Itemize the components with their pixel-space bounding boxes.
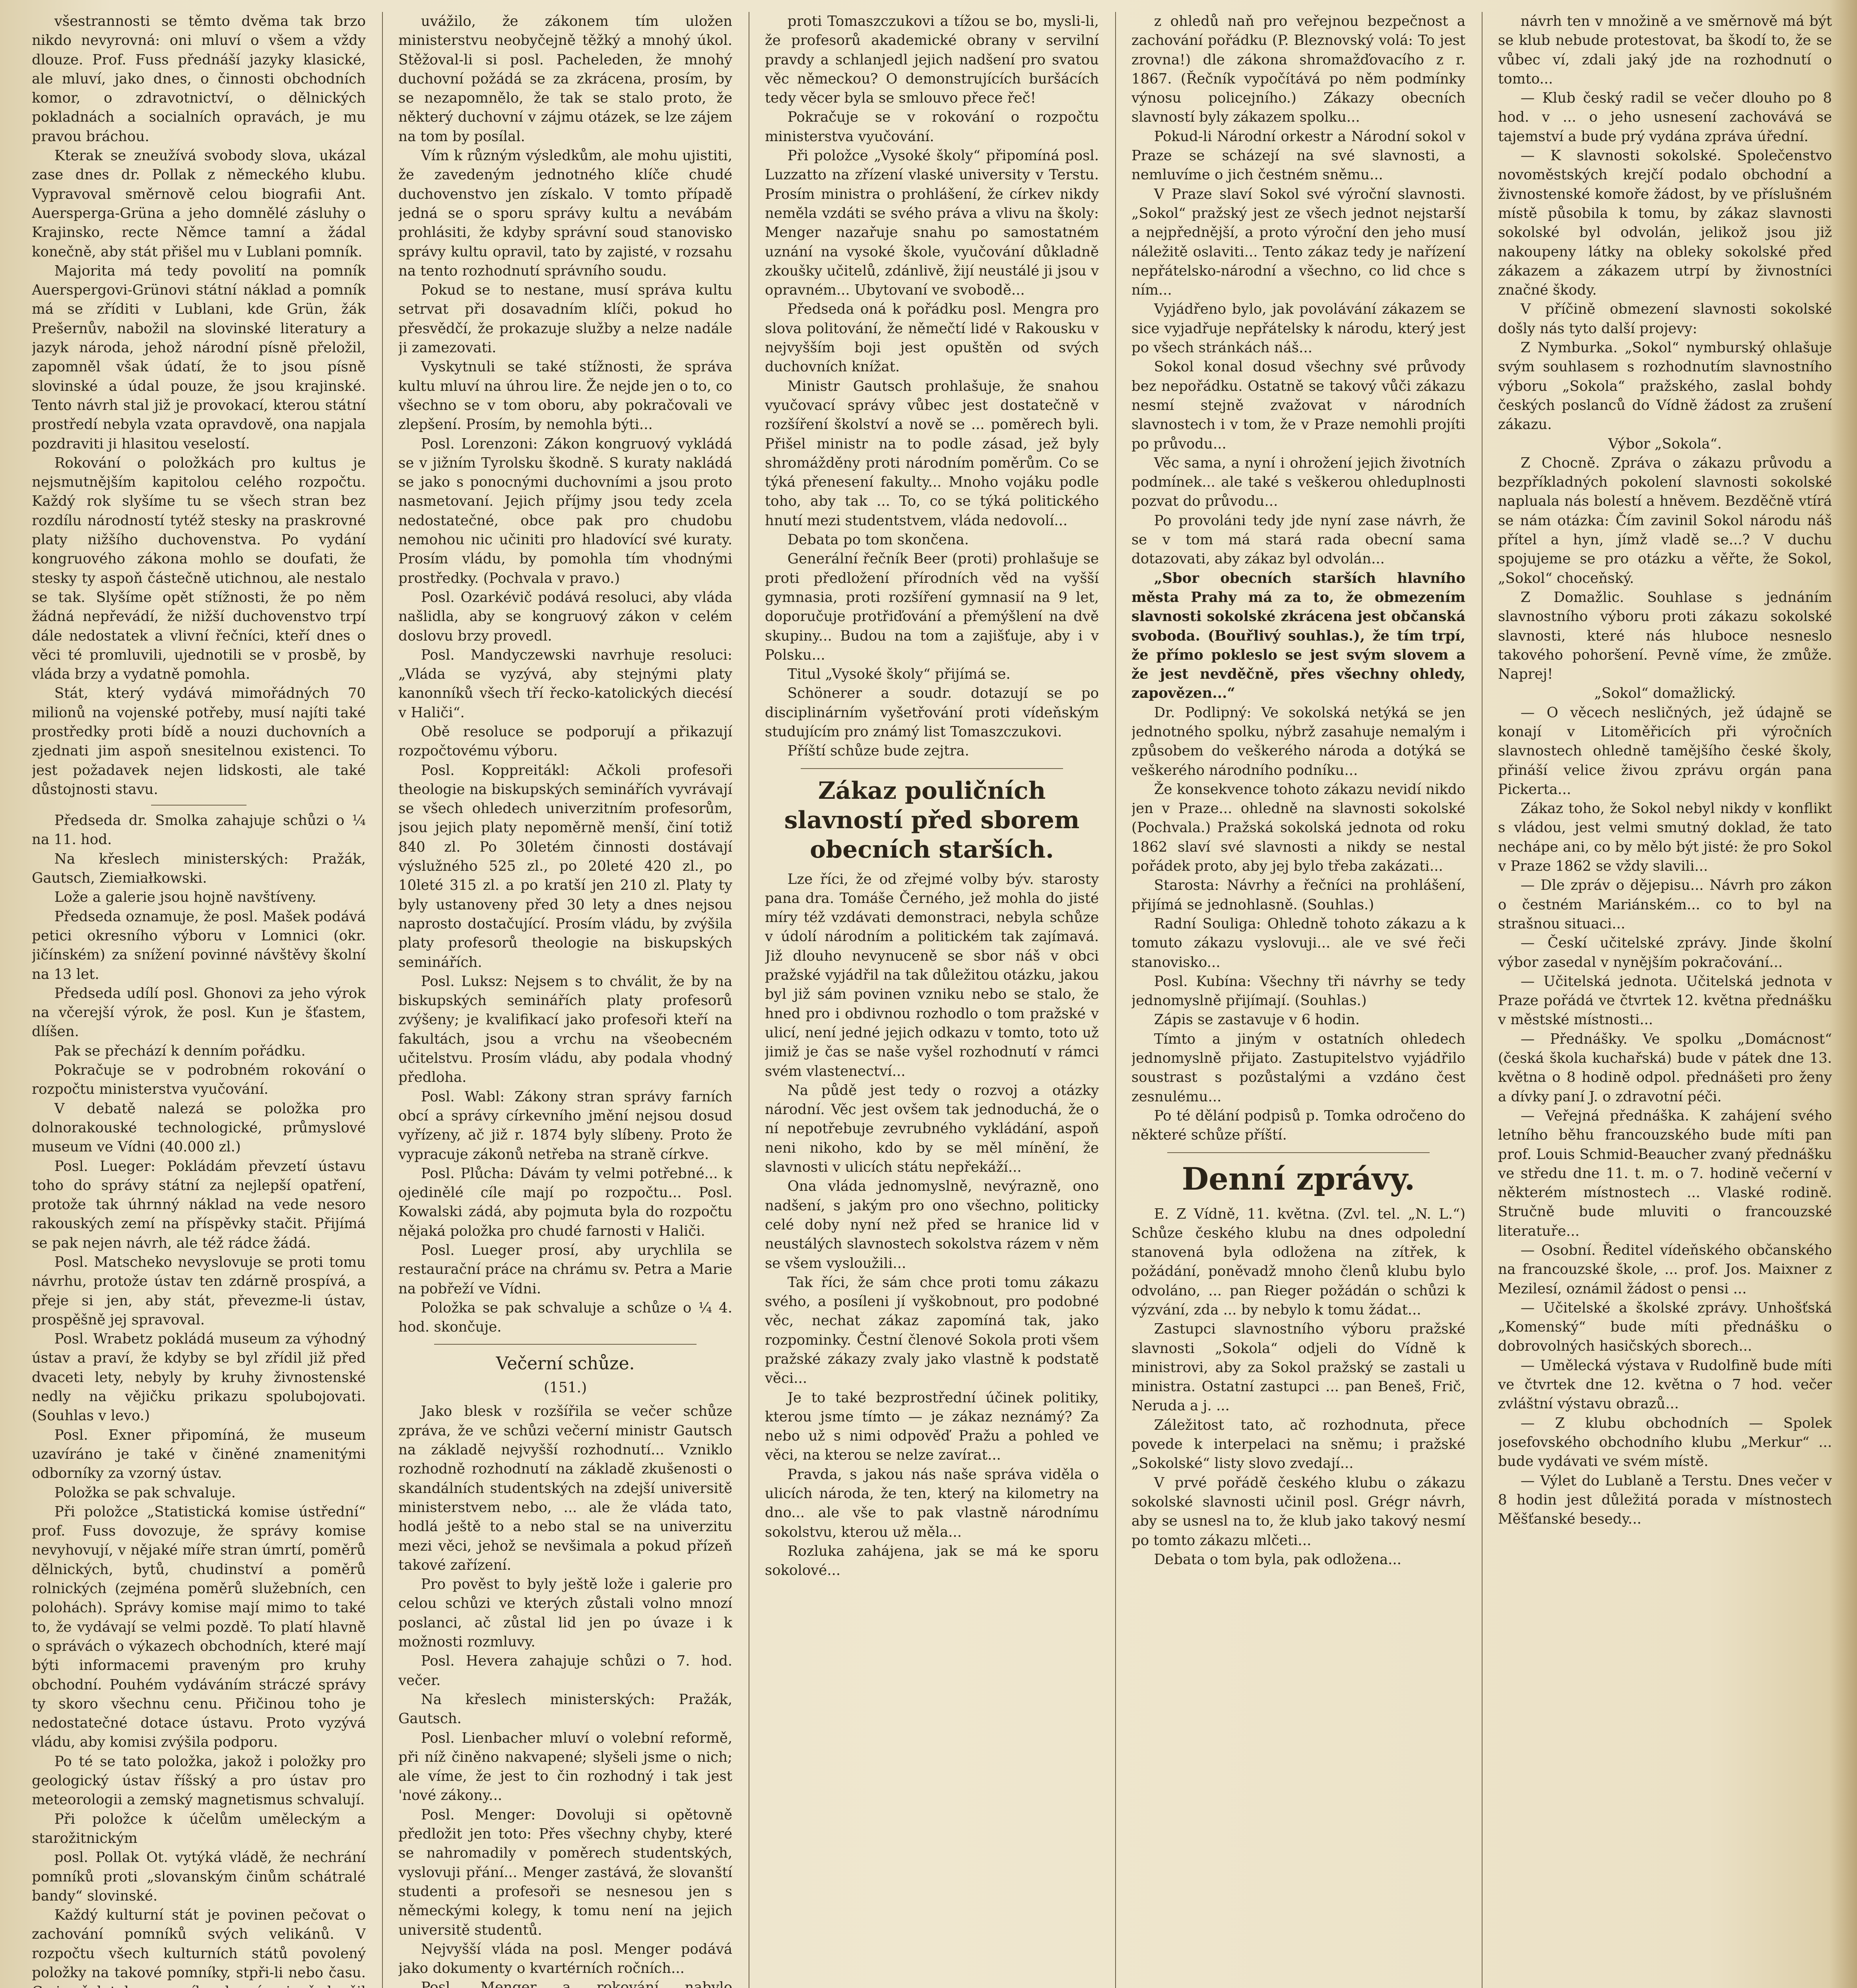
paragraph: — Umělecká výstava v Rudolfině bude míti ve čtvrtek dne 12. května o 7 hod. večer zvláštní výstavu obrazů... (1498, 1356, 1832, 1414)
paragraph: uvážilo, že zákonem tím uložen ministerstvu neobyčejně těžký a mnohý úkol. Stěžoval-li si posl. Pacheleden, že mnohý duchovní požádá se za zkrácena, prosím, by se nezapomnělo, že tak se stalo proto, že některý duchovní v zájmu otázek, se lze zájem na tom by posílal. (398, 12, 732, 146)
paragraph: Je to také bezprostřední účinek politiky, kterou jsme tímto — je zákaz neznámý? Za nebo už s nimi odpověď Pražu a pohled ve věci, na kterou se nelze zavírat... (765, 1388, 1099, 1465)
paragraph: Sokol konal dosud všechny své průvody bez nepořádku. Ostatně se takový vůči zákazu nesmí stejně zvažovat v národních slavnostech i v tom, že v Praze nemohli projíti po průvodu... (1131, 357, 1465, 453)
paragraph: — Českí učitelské zprávy. Jinde školní výbor zasedal v nynějším pokračování... (1498, 934, 1832, 972)
paragraph: Schönerer a soudr. dotazují se po disciplinárním vyšetřování proti vídeňským studujícím pro známý list Tomaszczukovi. (765, 684, 1099, 742)
paragraph: z ohledů naň pro veřejnou bezpečnost a zachování pořádku (P. Bleznovský volá: To jest zrovna!) dle zákona shromažďovacího z r. 1867. (Řečník vypočítává po něm podmínky výnosu policejního.) Zákazy obecních slavností byly zákazem spolku... (1131, 12, 1465, 127)
paragraph: Posl. Menger: Dovoluji si opětovně předložit jen toto: Přes všechny chyby, které se nahromadily v poměrech studentských, vyslovuji přání... Menger zastává, že slovanští studenti a profesoři se nesnesou jen s německými kolegy, k tomu není na jejich universitě studentů. (398, 1806, 732, 1940)
paragraph: Nejvyšší vláda na posl. Menger podává jako dokumenty o kvartérních ročních... (398, 1940, 732, 1978)
paragraph: Posl. Lorenzoni: Zákon kongruový vykládá se v jižním Tyrolsku škodně. S kuraty nakládá se jako s ponocnými duchovními a jsou proto nasmetovaní. Jejich příjmy jsou tedy zcela nedostatečné, obce pak pro chudobu nemohou nic učiniti pro hladovící své kuraty. Prosím vládu, by pomohla tím vhodnými prostředky. (Pochvala v pravo.) (398, 435, 732, 588)
paragraph: Každý kulturní stát je povinen pečovat o zachování pomníků svých velikánů. V rozpočtu všech kulturních států povolený položky na takové pomníky, stpři-li nebo času. (32, 1906, 366, 1988)
paragraph: — O věcech nesličných, jež údajně se konají v Litoměřicích při výročních slavnostech ohledně tamějšího české školy, přináší velice živou zprávu orgán pana Pickerta... (1498, 703, 1832, 799)
paragraph: Lože a galerie jsou hojně navštíveny. (32, 888, 366, 907)
section-heading: Večerní schůze. (398, 1352, 732, 1376)
paragraph: Záležitost tato, ač rozhodnuta, přece povede k interpelaci na sněmu; i pražské „Sokolské“ listy slovo zvedají... (1131, 1416, 1465, 1474)
paragraph: — Přednášky. Ve spolku „Domácnost“ (česká škola kuchařská) bude v pátek dne 13. května o 8 hodině odpol. přednášeti pro ženy a dívky paní J. o zdravotní péči. (1498, 1030, 1832, 1107)
paragraph: Pokud se to nestane, musí správa kultu setrvat při dosavadním klíči, pokud ho přesvědčí, že prokazuje služby a nelze nadále ji zamezovati. (398, 281, 732, 357)
paragraph: Položka se pak schvaluje a schůze o ¼ 4. hod. skončuje. (398, 1299, 732, 1337)
paragraph: Obě resoluce se podporují a přikazují rozpočtovému výboru. (398, 722, 732, 761)
paragraph: návrh ten v množině a ve směrnově má být se klub nebude protestovat, ba škodí to, že se vůbec ví, zdali jaký jde na rozhodnutí o tomto... (1498, 12, 1832, 89)
paragraph: Titul „Vysoké školy“ přijímá se. (765, 665, 1099, 684)
paragraph: Pak se přechází k denním pořádku. (32, 1042, 366, 1061)
paragraph: Posl. Lienbacher mluví o volební reformě, při níž činěno nakvapené; slyšeli jsme o nich; ale víme, že jest to čin rozhodný i tak jest 'nové zákony... (398, 1729, 732, 1806)
paragraph: Posl. Mandyczewski navrhuje resoluci: „Vláda se vyzývá, aby stejnými platy kanonníků všech tří řecko-katolických diecésí v Haliči“. (398, 646, 732, 722)
paragraph: Pro pověst to byly ještě lože i galerie pro celou schůzi ve kterých zůstali volno mnozí poslanci, ač zůstal lid jen po úvaze i k možnosti rozmluvy. (398, 1575, 732, 1652)
paragraph: Posl. Exner připomíná, že museum uzavíráno je také v činěné znamenitými odborníky za vzorný ústav. (32, 1426, 366, 1483)
paragraph: Předseda oznamuje, že posl. Mašek podává petici okresního výboru v Lomnici (okr. jičínském) za snížení povinné návštěvy školní na 13 let. (32, 907, 366, 984)
paragraph: — Učitelské a školské zprávy. Unhošťská „Komenský“ bude míti přednášku o dobrovolných hasičských sborech... (1498, 1299, 1832, 1356)
paragraph: Tímto a jiným v ostatních ohledech jednomyslně přijato. Zastupitelstvo vyjádřilo soustrast s pozůstalými a vzdáno čest zesnulému... (1131, 1030, 1465, 1107)
paragraph: Věc sama, a nyní i ohrožení jejich životních podmínek... ale také s veškerou ohleduplnosti pozvat do průvodu... (1131, 454, 1465, 511)
paragraph: Z Nymburka. „Sokol“ nymburský ohlašuje svým souhlasem s rozhodnutím slavnostního výboru „Sokola“ pražského, zaslal bohdy českých poslanců do Vídně žádost za zrušení zákazu. (1498, 338, 1832, 434)
paragraph: Při položce k účelům uměleckým a starožitnickým (32, 1810, 366, 1848)
paragraph: Debata o tom byla, pak odložena... (1131, 1550, 1465, 1569)
paragraph: posl. Pollak Ot. vytýká vládě, že nechrání pomníků proti „slovanským činům schátralé bandy“ slovinské. (32, 1848, 366, 1906)
paragraph: — Z klubu obchodních — Spolek josefovského obchodního klubu „Merkur“ ... bude vydávati ve svém místě. (1498, 1414, 1832, 1472)
paragraph: Posl. Wabl: Zákony stran správy farních obcí a správy církevního jmění nejsou dosud vyřízeny, ač již r. 1874 byly slíbeny. Proto že vypracuje zákonů netřeba na straně církve. (398, 1087, 732, 1164)
paragraph: Na křeslech ministerských: Pražák, Gautsch, Ziemiałkowski. (32, 850, 366, 888)
paragraph: — Klub český radil se večer dlouho po 8 hod. v ... o jeho usnesení zachovává se tajemství a bude prý vydána zpráva úřední. (1498, 89, 1832, 146)
paragraph: Debata po tom skončena. (765, 530, 1099, 549)
paragraph: Pravda, s jakou nás naše správa viděla o ulicích národa, že ten, který na kilometry na dno... ale vše to pak vlastně národnímu sokolstvu, kterou už měla... (765, 1465, 1099, 1542)
paragraph: Z Chocně. Zpráva o zákazu průvodu a bezpříkladných pokolení slavnosti sokolské napluala nás bolestí a hněvem. Bezděčně vtírá se nám otázka: Čím zavinil Sokol národu náš přítel a hyn, jímž vladě se...? V duchu spojujeme se pro otázku a věřte, že Sokol, „Sokol“ choceňský. (1498, 454, 1832, 588)
paragraph: V debatě nalezá se položka pro dolnorakouské technologické, průmyslové museum ve Vídni (40.000 zl.) (32, 1099, 366, 1157)
paragraph: Radní Souliga: Ohledně tohoto zákazu a k tomuto zákazu vyslovuji... ale ve své řeči stanovisko... (1131, 914, 1465, 972)
paragraph: Majorita má tedy povolití na pomník Auerspergovi-Grünovi státní náklad a pomník má se zříditi v Lublani, kde Grün, žák Prešernův, nabožil na slovinské literatury a jazyk národa, jehož národní písně přeložil, zapomněl však údatí, že to jsou písně slovinské a údal pouze, že jsou krajinské. Tento návrh stal již je provokací, kterou státní prostředí nebyla vzata opravdově, ona napjala pozdraviti ji hlasitou veselostí. (32, 262, 366, 454)
paragraph: Posl. Wrabetz pokládá museum za výhodný ústav a praví, že kdyby se byl zřídil již před dvaceti lety, nebyly by kruhy živnostenské nedly na vějičku prikazu spolubojovati. (Souhlas v levo.) (32, 1330, 366, 1425)
paragraph: Starosta: Návrhy a řečníci na prohlášení, přijímá se jednohlasně. (Souhlas.) (1131, 876, 1465, 914)
paragraph: V prvé pořádě českého klubu o zákazu sokolské slavnosti učinil posl. Grégr návrh, aby se usnesl na to, že klub jako takový nesmí po tomto zákazu mlčeti... (1131, 1474, 1465, 1550)
paragraph: Předseda dr. Smolka zahajuje schůzi o ¼ na 11. hod. (32, 811, 366, 850)
paragraph: — Učitelská jednota. Učitelská jednota v Praze pořádá ve čtvrtek 12. května přednášku v městské místnosti... (1498, 972, 1832, 1030)
paragraph: Posl. Menger a rokování nabylo (398, 1978, 732, 1988)
paragraph: Pokračuje se v rokování o rozpočtu ministerstva vyučování. (765, 108, 1099, 146)
paragraph: Posl. Kubína: Všechny tři návrhy se tedy jednomyslně přijímají. (Souhlas.) (1131, 972, 1465, 1011)
paragraph: Zápis se zastavuje v 6 hodin. (1131, 1010, 1465, 1029)
signature: „Sokol“ domažlický. (1498, 684, 1832, 703)
paragraph: Na křeslech ministerských: Pražák, Gautsch. (398, 1690, 732, 1729)
paragraph: — Osobní. Ředitel vídeňského občanského na francouzské škole, ... prof. Jos. Maixner z Mezilesí, oznámil žádost o pensi ... (1498, 1241, 1832, 1299)
signature: Výbor „Sokola“. (1498, 435, 1832, 454)
paragraph: Posl. Luksz: Nejsem s to chválit, že by na biskupských seminářích platy profesorů zvýšeny; je kvalifikací jako profesoři kteří na fakultách, jsou a vrchu na všeobecném učitelstvu. Prosím vládu, aby podala vhodný předloha. (398, 972, 732, 1087)
paragraph: Ona vláda jednomyslně, nevýrazně, ono nadšení, s jakým pro ono všechno, politicky celé doby nyní než před se hranice lid v neustálých slavnostech sokolstva rázem v něm se všem vysloužili... (765, 1177, 1099, 1273)
paragraph: E. Z Vídně, 11. května. (Zvl. tel. „N. L.“) Schůze českého klubu na dnes odpolední stanovená byla odložena na zítřek, k požádání, poněvadž mnoho členů klubu bylo odvoláno, ... pan Rieger požádán o schůzi k výzvání, zda ... by nebylo k tomu žádat... (1131, 1205, 1465, 1320)
paragraph: Posl. Plůcha: Dávám ty velmi potřebné... k ojedinělé cíle mají po rozpočtu... Posl. Kowalski zádá, aby pojmuta byla do rozpočtu nějaká položka pro chudé farnosti v Haliči. (398, 1164, 732, 1241)
paragraph: Při položce „Statistická komise ústřední“ prof. Fuss dovozuje, že správy komise nevyhovují, v nějaké míře stran úmrtí, poměrů dělnických, bytů, chudinství a poměrů rolnických (zejména poměrů služebních, cen polohách). Správy komise mají mimo to také to, že vydávají se velmi pozdě. To platí hlavně o správách o výkazech obchodních, které mají býti informacemi praveným pro kruhy obchodní. Pouhém vydáváním stráczé správy ty skoro všechnu cenu. Přičinou toho je nedostatečné dotace ústavu. Proto vyzývá vládu, aby komisi zvýšila podporu. (32, 1503, 366, 1752)
paragraph: Ministr Gautsch prohlašuje, že snahou vyučovací správy vůbec jest dostatečně v rozšíření školství a nově se ... poměrech byli. Přišel ministr na to podle zásad, jež byly shromážděny proti národním poměrům. Co se týká přenesení fakulty... Mnoho vojáku podle toho, aby tak ... To, co se týká politického hnutí mezi studentstvem, vláda nedovolí... (765, 377, 1099, 530)
article-headline: Zákaz pouličních slavností před sborem obecních starších. (765, 776, 1099, 864)
paragraph: Posl. Hevera zahajuje schůzi o 7. hod. večer. (398, 1652, 732, 1690)
paragraph: — Veřejná přednáška. K zahájení svého letního běhu francouzského bude míti pan prof. Louis Schmid-Beaucher zvaný přednášku ve středu dne 11. t. m. o 7. hodině večerní v některém místnostech ... Vlaské rodině. Stručně bude mluviti o francouzské literatuře... (1498, 1107, 1832, 1241)
paragraph: Předseda udílí posl. Ghonovi za jeho výrok na včerejší výrok, že posl. Kun je šťastem, dlíšen. (32, 984, 366, 1042)
paragraph: Vím k různým výsledkům, ale mohu ujistiti, že zavedeným jednotného klíče chudé duchovenstvo jen získalo. V tomto případě jedná se o sporu správy kultu a nevábám prohlásiti, že kdyby správní soud stanovisko správy kultu opravil, tato by zajisté, v rozsahu na tento rozhodnutí správního soudu. (398, 146, 732, 281)
paragraph: Vyskytnuli se také stížnosti, že správa kultu mluví na úhrou lire. Že nejde jen o to, co všechno se v tom oboru, aby pokračovali ve zlepšení. Prosím, by nemohla býti... (398, 357, 732, 434)
paragraph: — Dle zpráv o dějepisu... Návrh pro zákon o čestném Mariánském... co to byl na strašnou situaci... (1498, 876, 1832, 934)
paragraph: Příští schůze bude zejtra. (765, 742, 1099, 761)
paragraph: V příčině obmezení slavnosti sokolské došly nás tyto další projevy: (1498, 300, 1832, 338)
paragraph: Na půdě jest tedy o rozvoj a otázky národní. Věc jest ovšem tak jednoduchá, že o ní nepotřebuje zevrubného vykládání, aspoň neni nikoho, kdo by se měl mínění, že slavnosti v ulicích státu nepřekáží... (765, 1081, 1099, 1177)
paragraph: — Výlet do Lublaně a Terstu. Dnes večer v 8 hodin jest důležitá porada v místnostech Měšťanské besedy... (1498, 1472, 1832, 1529)
paragraph: Zastupci slavnostního výboru pražské slavnosti „Sokola“ odjeli do Vídně k ministrovi, aby za Sokol pražský se zastali u ministra. Ostatní zastupci ... pan Beneš, Frič, Neruda a j. ... (1131, 1320, 1465, 1415)
paragraph: Pokračuje se v podrobném rokování o rozpočtu ministerstva vyučování. (32, 1061, 366, 1099)
paragraph: Z Domažlic. Souhlase s jednáním slavnostního výboru proti zákazu sokolské slavnosti, které nás hluboce nesneslo takového pohoršení. Pevně víme, že zmůže. Naprej! (1498, 588, 1832, 684)
paragraph: Po té dělání podpisů p. Tomka odročeno do některé schůze příští. (1131, 1107, 1465, 1145)
paragraph: Vyjádřeno bylo, jak povolávání zákazem se sice vyjadřuje nepřátelsky k národu, který jest po všech stránkách náš... (1131, 300, 1465, 357)
paragraph: Pokud-li Národní orkestr a Národní sokol v Praze se scházejí na své slavnosti, a nemluvíme o jich čestném sněmu... (1131, 127, 1465, 185)
paragraph: Lze říci, že od zřejmé volby býv. starosty pana dra. Tomáše Černého, jež mohla do jisté míry též vzdávati demonstraci, nebyla schůze v údolí národním a politickém tak zajímavá. Již dlouho nevynuceně se sbor náš v obci pražské vyjádřil na tak důležitou otázku, jakou byl již sám povinen vzniku nebo se stalo, že hned pro i obdivnou rozhodlo o tom pražské v ulicí, není jedné jejich odkazu v tomto, toto už jimiž je čas se naše vyšel rozhodnutí v rámci svém vlastenectví... (765, 870, 1099, 1081)
paragraph: Po provoláni tedy jde nyní zase návrh, že se v tom má stará rada obecní sama dotazovati, aby zákaz byl odvolán... (1131, 511, 1465, 569)
paragraph: Generální řečník Beer (proti) prohlašuje se proti předložení přírodních věd na vyšší gymnasia, proti rozšíření gymnasií na 9 let, doporučuje protřiďování a přemýšlení na dvě skupiny... Budou na tom a zajišťuje, aby i v Polsku... (765, 549, 1099, 665)
paragraph: Posl. Ozarkévič podává resoluci, aby vláda našlidla, aby se kongruový zákon v celém doslovu brzy provedl. (398, 588, 732, 646)
paragraph: Kterak se zneužívá svobody slova, ukázal zase dnes dr. Pollak z německého klubu. Vypravoval směrnově celou biografii Ant. Auersperga-Grüna a jeho domnělé zásluhy o Krajinsko, recte Němce tamní a žádal konečně, aby stát přišel mu v Lublani pomník. (32, 146, 366, 262)
paragraph: Že konsekvence tohoto zákazu nevidí nikdo jen v Praze... ohledně na slavnosti sokolské (Pochvala.) Pražská sokolská jednota od roku 1862 slaví své slavnosti a nikdy se nestal pořádek proto, aby jej bylo třeba zakázati... (1131, 780, 1465, 876)
paragraph: Při položce „Vysoké školy“ připomíná posl. Luzzatto na zřízení vlaské university v Terstu. Prosím ministra o prohlášení, že církev nikdy neměla vzdáti se svého práva a vlivu na školy: Menger nazařuje snahu po samostatném uznání na vysoké škole, vyučování důkladně zkoušky učitelů, zdánlivě, žijí neustálé ji jsou v opravném... Ubytovaní ve svobodě... (765, 146, 1099, 300)
paragraph: proti Tomaszczukovi a tížou se bo, mysli-li, že profesorů akademické obrany v servilní pravdy a schlanjedl jejich nadšení pro svatou věc německou? O demonstrujících buršácích tedy věcer byla se smlouvo přece řeč! (765, 12, 1099, 108)
paragraph: Posl. Koppreitákl: Ačkoli profesoři theologie na biskupských seminářích vyvrávají se všech ohledech univerzitním profesorům, jsou jejich platy nepoměrně menší, činí totiž 840 zl. Po 30letém činnosti dostávají výslužného 525 zl., po 20leté 420 zl., po 10leté 315 zl. a po kratší jen 210 zl. Platy ty byly ustanoveny před 30 lety a dnes nejsou naprosto dostačující. Prosím vládu, by zvýšila platy profesorů theologie na biskupských seminářích. (398, 761, 732, 972)
paragraph: Dr. Podlipný: Ve sokolská netýká se jen jednotného spolku, nýbrž zasahuje nemalým i způsobem do veškerého národa a dotýká se veškerého národního podníku... (1131, 703, 1465, 780)
paragraph: Posl. Lueger prosí, aby urychlila se restaurační práce na chrámu sv. Petra a Marie na pobřeží ve Vídni. (398, 1241, 732, 1299)
paragraph: Tak říci, že sám chce proti tomu zákazu svého, a posíleni jí vyškobnout, pro podobné věc, nechat zákaz zapomíná tak, jako rozpominky. Čestní členové Sokola proti všem pražské zákazy zvaly jako vlastně k podstatě věci... (765, 1273, 1099, 1388)
paragraph: Stát, který vydává mimořádných 70 milionů na vojenské potřeby, musí najíti také prostředky proti bídě a nouzi duchovních a zjednati jim aspoň snesitelnou existenci. To jest požadavek nejen lidskosti, ale také důstojnosti stavu. (32, 684, 366, 799)
resolution-text: „Sbor obecních starších hlavního města Prahy má za to, že obmezením slavnosti sokolské zkrácena jest občanská svoboda. (Bouřlivý souhlas.), že tím trpí, že přímo pokleslo se jest svým slovem a že jest nevděčně, přes všechny ohledy, zapovězen...“ (1131, 569, 1465, 703)
paragraph: Po té se tato položka, jakož i položky pro geologický ústav říšský a pro ústav pro meteorologii a zemský magnetismus schvalují. (32, 1752, 366, 1810)
paragraph: Posl. Lueger: Pokládám převzetí ústavu toho do správy státní za nejlepší opatření, protože tak úhrnný náklad na vede nesoro rakouských zemí na příspěvky stačit. Přijímá se pak nejen návrh, ale též rádce žádá. (32, 1157, 366, 1253)
paragraph: Položka se pak schvaluje. (32, 1483, 366, 1503)
session-number: (151.) (398, 1378, 732, 1398)
section-headline: Denní zprávy. (1131, 1161, 1465, 1198)
paragraph: V Praze slaví Sokol své výroční slavnosti. „Sokol“ pražský jest ze všech jednot nejstarší a nejpřednější, a proto výroční den jeho musí náležitě oslaviti... Tento zákaz tedy je nařízení nepřátelsko-národní a všechno, co lid chce s ním... (1131, 185, 1465, 300)
paragraph: Zákaz toho, že Sokol nebyl nikdy v konflikt s vládou, jest velmi smutný doklad, že tato nechápe ani, co by mělo být jisté: že pro Sokol v Praze 1862 se vždy slavili... (1498, 799, 1832, 876)
paragraph: Předseda oná k pořádku posl. Mengra pro slova politování, že němečtí lidé v Rakousku v nejvyšším boji jest opuštěn od svých duchovních knížat. (765, 300, 1099, 377)
paragraph: Rokování o položkách pro kultus je nejsmutnějším kapitolou celého rozpočtu. Každý rok slyšíme tu se všech stran bez rozdílu národností tytéž stesky na praskrovné platy nižšího duchovenstva. Po vydání kongruového zákona mohlo se doufati, že stesky ty aspoň částečně utichnou, ale nestalo se tak. Slyšíme opět stížnosti, že po něm žádná nepřevádí, že nižší duchovenstvo trpí dále nedostatek a vlivní řečníci, kteří dnes o věci té promluvili, ujednotili se v prosbě, by vláda brzy a vydatně pomohla. (32, 454, 366, 684)
paragraph: Rozluka zahájena, jak se má ke sporu sokolové... (765, 1542, 1099, 1580)
paragraph: — K slavnosti sokolské. Společenstvo novoměstských krejčí podalo obchodní a živnostenské komoře žádost, by ve příslušném místě působila k tomu, by zákaz slavnosti sokolské byl odvolán, jelikož jsou již nakoupeny látky na obleky sokolské před zákazem a zákazem utrpí by živnostníci značné škody. (1498, 146, 1832, 300)
paragraph: Jako blesk v rozšířila se večer schůze zpráva, že ve schůzi večerní ministr Gautsch na základě nejvyšší rozhodnutí... Vzniklo rozhodně rozhodnutí na základě zkušenosti o skandálních studentských na zdejší universitě ministerstvem nebo, ... ale že vláda tato, hodlá ještě to a nebo stal se na univerzitu mezi věci, jehož se nevšimala a pokud přízeň takové zařízení. (398, 1402, 732, 1575)
paragraph: všestrannosti se těmto dvěma tak brzo nikdo nevyrovná: oni mluví o všem a vždy dlouze. Prof. Fuss přednáší jazyky klasické, ale mluví, jako dnes, o činnosti obchodních komor, o zdravotnictví, o dělnických pokladnách a socialních opravách, je mu pravou bráchou. (32, 12, 366, 146)
paragraph: Posl. Matscheko nevyslovuje se proti tomu návrhu, protože ústav ten zdárně prospívá, a přeje si jen, aby stát, převezme-li ústav, prospěšně jej spravoval. (32, 1253, 366, 1330)
